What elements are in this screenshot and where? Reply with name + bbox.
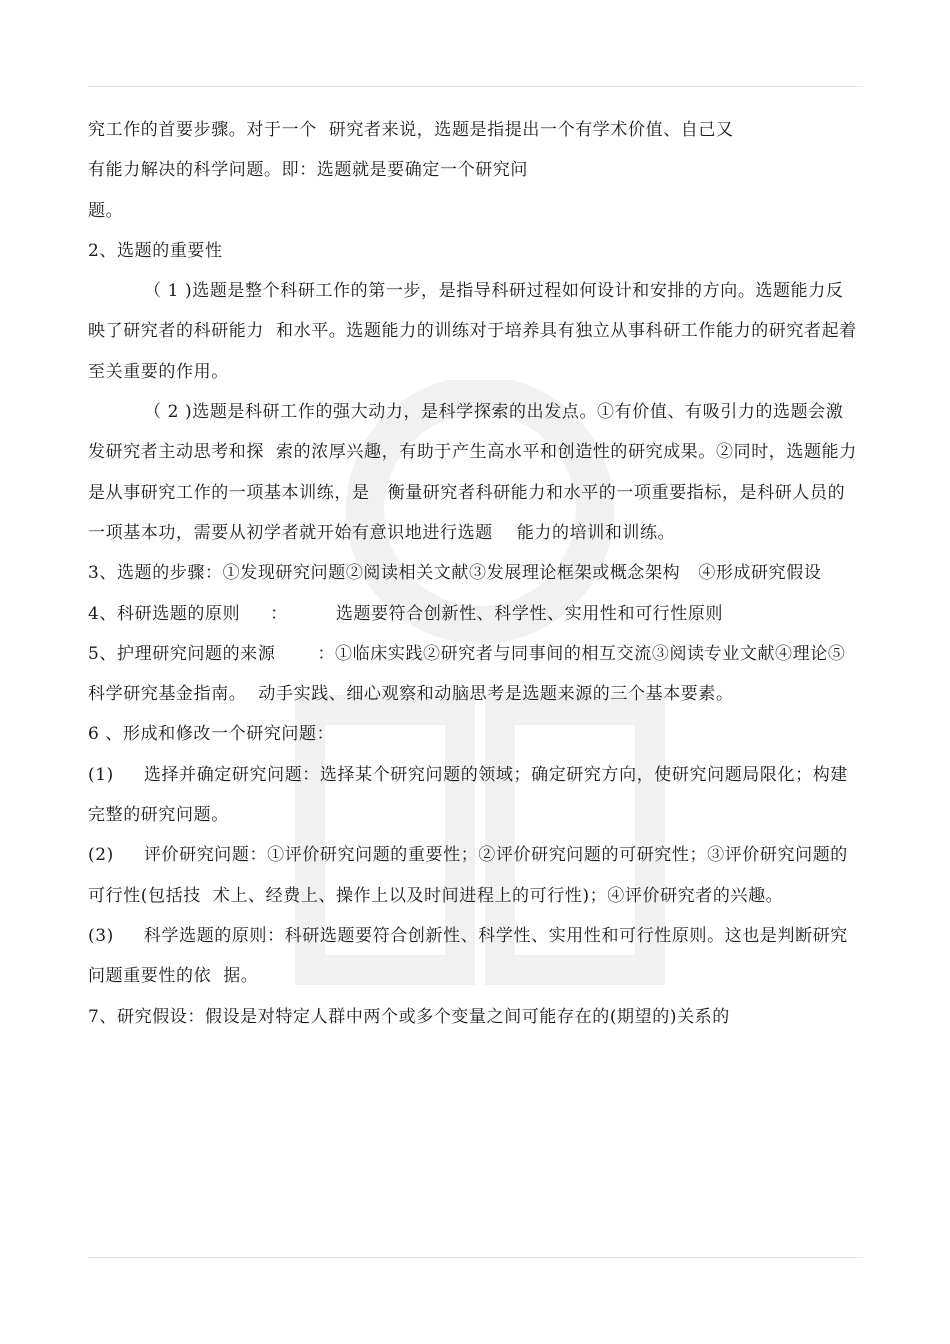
list-item: (3) 科学选题的原则：科研选题要符合创新性、科学性、实用性和可行性原则。这也是判断研究问题重要性的依 据。	[88, 925, 848, 987]
footer-rule	[88, 1257, 863, 1258]
paragraph: （ 1 )选题是整个科研工作的第一步，是指导科研过程如何设计和安排的方向。选题能力反映了研究者的科研能力 和水平。选题能力的训练对于培养具有独立从事科研工作能力的研究者起着至关重要的作用。	[88, 281, 857, 382]
section-heading: 6 、形成和修改一个研究问题：	[88, 724, 335, 745]
paragraph: 5、护理研究问题的来源 ：①临床实践②研究者与同事间的相互交流③阅读专业文献④理论⑤科学研究基金指南。 动手实践、细心观察和动脑思考是选题来源的三个基本要素。	[88, 643, 846, 705]
document-body	[88, 110, 858, 1037]
header-rule	[88, 86, 863, 87]
list-item: (2) 评价研究问题：①评价研究问题的重要性；②评价研究问题的可研究性；③评价研究问题的可行性(包括技 术上、经费上、操作上以及时间进程上的可行性)；④评价研究者的兴趣。	[88, 845, 848, 906]
paragraph: 题。	[88, 200, 124, 221]
paragraph: 有能力解决的科学问题。即：选题就是要确定一个研究问	[88, 160, 528, 181]
paragraph: 4、科研选题的原则 ： 选题要符合创新性、科学性、实用性和可行性原则	[88, 603, 724, 624]
paragraph: （ 2 )选题是科研工作的强大动力，是科学探索的出发点。①有价值、有吸引力的选题会激发研究者主动思考和探 索的浓厚兴趣，有助于产生高水平和创造性的研究成果。②同时，选题能力是从事研究工作的一项基本训练，是 衡量研究者科研能力和水平的一项重要指标，是科研人员的一项基本功，需要从初学者就开始有意识地进行选题 能力的培训和训练。	[88, 402, 857, 543]
paragraph: 7、研究假设：假设是对特定人群中两个或多个变量之间可能存在的(期望的)关系的	[88, 1006, 730, 1027]
paragraph: 究工作的首要步骤。对于一个 研究者来说，选题是指提出一个有学术价值、自己又	[88, 120, 734, 140]
paragraph: 3、选题的步骤：①发现研究问题②阅读相关文献③发展理论框架或概念架构 ④形成研究假设	[88, 563, 822, 584]
list-item: (1) 选择并确定研究问题：选择某个研究问题的领域；确定研究方向，使研究问题局限化；构建完整的研究问题。	[88, 764, 848, 826]
section-heading: 2、选题的重要性	[88, 240, 223, 261]
